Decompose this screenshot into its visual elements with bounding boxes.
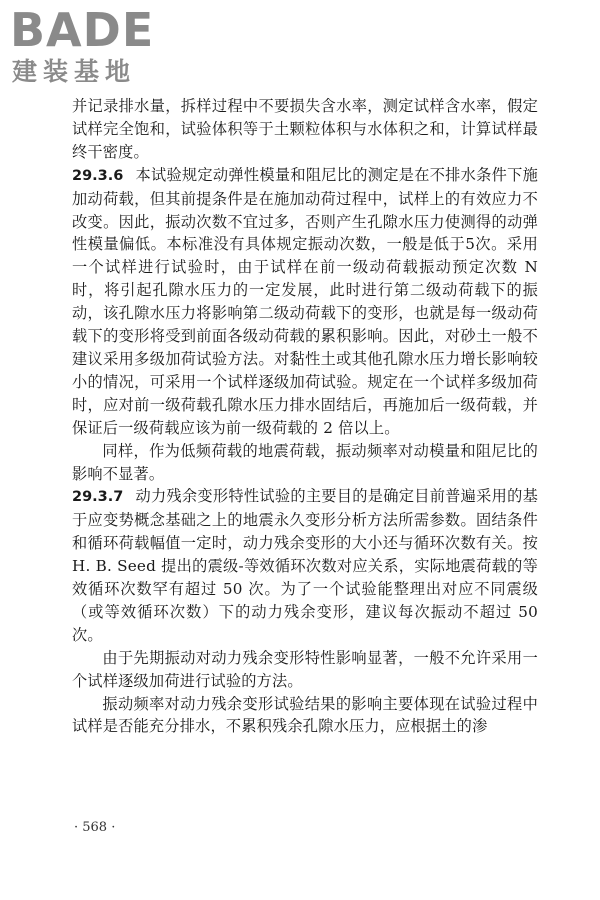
section-number: 29.3.7	[72, 489, 124, 506]
paragraph-text: 同样，作为低频荷载的地震荷载，振动频率对动模量和阻尼比的影响不显著。	[72, 441, 538, 483]
page-body	[72, 95, 538, 738]
section-number: 29.3.6	[72, 167, 124, 184]
paragraph-indented	[72, 693, 538, 739]
logo-subtitle-text: 建装基地	[12, 57, 137, 86]
paragraph-text: 并记录排水量，拆样过程中不要损失含水率，测定试样含水率，假定试样完全饱和，试验体积等于土颗粒体积与水体积之和，计算试样最终干密度。	[72, 97, 538, 161]
paragraph-text: 由于先期振动对动力残余变形特性影响显著，一般不允许采用一个试样逐级加荷进行试验的方法。	[72, 648, 538, 690]
paragraph-section-29-3-7	[72, 485, 538, 646]
paragraph-text: 动力残余变形特性试验的主要目的是确定目前普遍采用的基于应变势概念基础之上的地震永久变形分析方法所需参数。固结条件和循环荷载幅值一定时，动力残余变形的大小还与循环次数有关。按 H. B. Seed 提出的震级-等效循环次数对应关系，实际地震荷载的等效循环次数罕有超过 50 次。为了一个试验能整理出对应不同震级（或等效循环次数）下的动力残余变形，建议每次振动不超过 50 次。	[72, 487, 538, 644]
paragraph-continued	[72, 95, 538, 164]
paragraph-indented	[72, 647, 538, 693]
paragraph-text: 本试验规定动弹性模量和阻尼比的测定是在不排水条件下施加动荷载，但其前提条件是在施加动荷过程中，试样上的有效应力不改变。因此，振动次数不宜过多，否则产生孔隙水压力使测得的动弹性模量偏低。本标准没有具体规定振动次数，一般是低于5次。采用一个试样进行试验时，由于试样在前一级动荷载振动预定次数 N 时，将引起孔隙水压力的一定发展，此时进行第二级动荷载下的振动，该孔隙水压力将影响第二级动荷载下的变形，也就是每一级动荷载下的变形将受到前面各级动荷载的累积影响。因此，对砂土一般不建议采用多级加荷试验方法。对黏性土或其他孔隙水压力增长影响较小的情况，可采用一个试样逐级加荷试验。规定在一个试样多级加荷时，应对前一级荷载孔隙水压力排水固结后，再施加后一级荷载，并保证后一级荷载应该为前一级荷载的 2 倍以上。	[72, 165, 538, 437]
paragraph-indented	[72, 440, 538, 486]
paragraph-text: 振动频率对动力残余变形试验结果的影响主要体现在试验过程中试样是否能充分排水，不累积残余孔隙水压力，应根据土的渗	[72, 694, 538, 736]
logo-brand-text: BADE	[10, 3, 155, 57]
brand-logo	[10, 3, 180, 90]
paragraph-section-29-3-6	[72, 164, 538, 440]
page-number: · 568 ·	[74, 820, 116, 835]
